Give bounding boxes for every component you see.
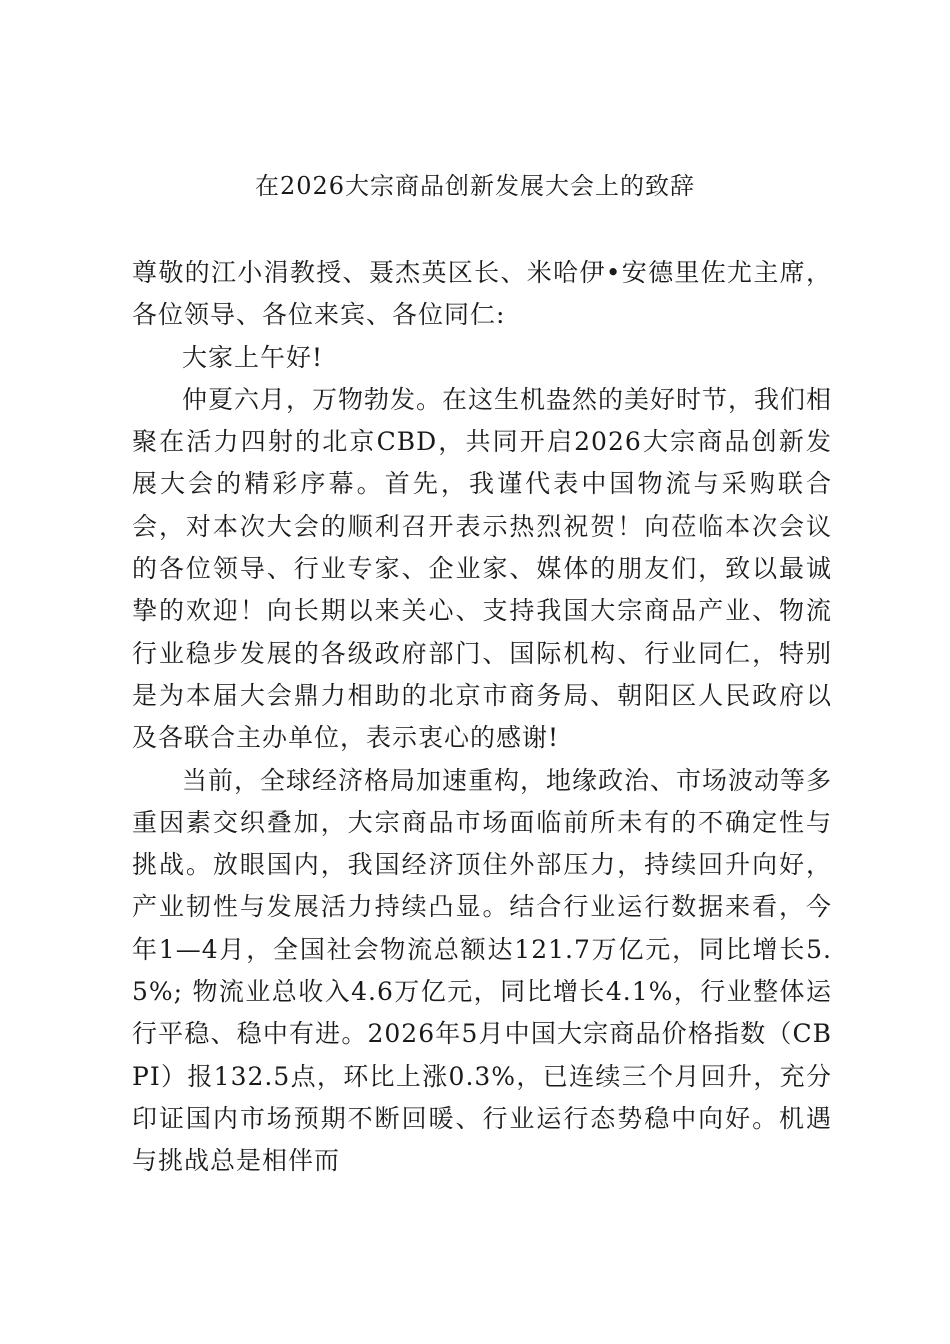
- salutation: 尊敬的江小涓教授、聂杰英区长、米哈伊•安德里佐尤主席，各位领导、各位来宾、各位同仁:: [132, 258, 832, 330]
- paragraph: 仲夏六月，万物勃发。在这生机盎然的美好时节，我们相聚在活力四射的北京CBD，共同开启2026大宗商品创新发展大会的精彩序幕。首先，我谨代表中国物流与采购联合会，对本次大会的顺利召开表示热烈祝贺！向莅临本次会议的各位领导、行业专家、企业家、媒体的朋友们，致以最诚挚的欢迎！向长期以来关心、支持我国大宗商品产业、物流行业稳步发展的各级政府部门、国际机构、行业同仁，特别是为本届大会鼎力相助的北京市商务局、朝阳区人民政府以及各联合主办单位，表示衷心的感谢!: [132, 384, 833, 753]
- document-body: [132, 252, 832, 1183]
- greeting: 大家上午好!: [182, 342, 324, 372]
- document-title: 在2026大宗商品创新发展大会上的致辞: [254, 172, 696, 200]
- paragraph: 当前，全球经济格局加速重构，地缘政治、市场波动等多重因素交织叠加，大宗商品市场面临前所未有的不确定性与挑战。放眼国内，我国经济顶住外部压力，持续回升向好，产业韧性与发展活力持续凸显。结合行业运行数据来看，今年1—4月，全国社会物流总额达121.7万亿元，同比增长5.5%; 物流业总收入4.6万亿元，同比增长4.1%，行业整体运行平稳、稳中有进。2026年5月中国大宗商品价格指数（CBPI）报132.5点，环比上涨0.3%，已连续三个月回升，充分印证国内市场预期不断回暖、行业运行态势稳中向好。机遇与挑战总是相伴而: [132, 765, 833, 1176]
